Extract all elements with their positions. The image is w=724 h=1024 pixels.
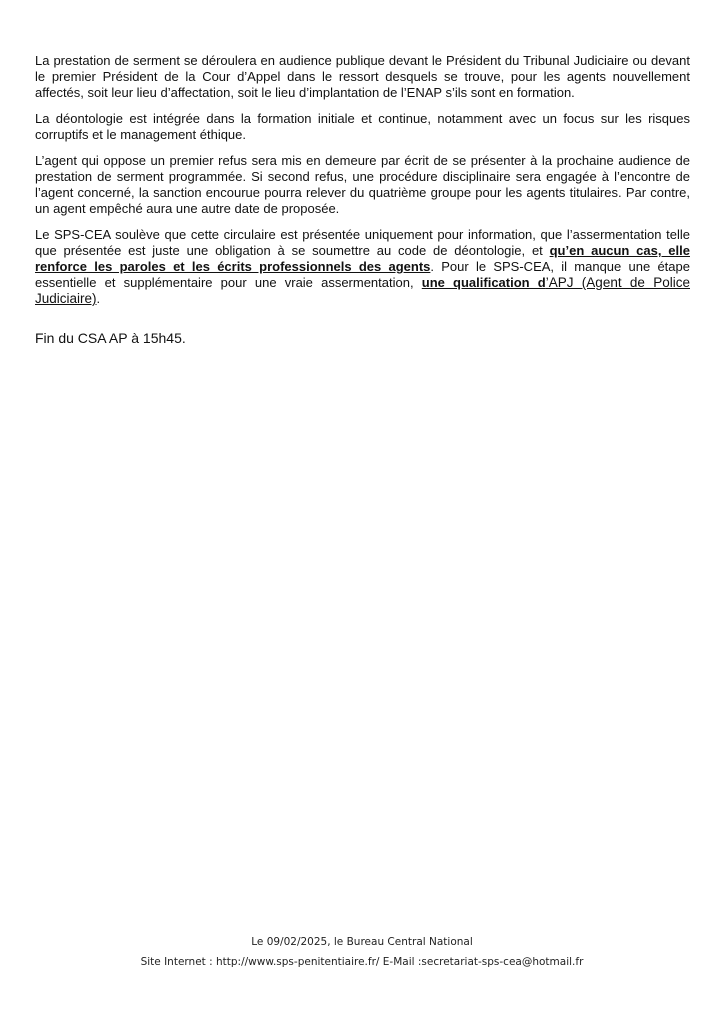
paragraph-sps-cea-text-2: . Pour le SPS-CEA, il manque une étape essentielle et supplémentaire pour une vraie assermentation, [35, 259, 690, 290]
closing-line: Fin du CSA AP à 15h45. [35, 330, 186, 346]
emphasis-paroles-ecrits: qu’en aucun cas, elle renforce les paroles et les écrits professionnels des agents [35, 243, 690, 274]
footer-signature: Le 09/02/2025, le Bureau Central National [251, 936, 473, 948]
paragraph-sps-cea-text-1: Le SPS-CEA soulève que cette circulaire est présentée uniquement pour information, que l’assermentation telle que présentée est juste une obligation à se soumettre au code de déontologie, et [35, 227, 690, 258]
emphasis-apj: ’APJ (Agent de Police Judiciaire) [35, 275, 690, 306]
paragraph-deontologie: La déontologie est intégrée dans la formation initiale et continue, notamment avec un focus sur les risques corruptifs et le management éthique. [35, 111, 690, 142]
document-body [35, 53, 690, 347]
paragraph-refus: L’agent qui oppose un premier refus sera mis en demeure par écrit de se présenter à la prochaine audience de prestation de serment programmée. Si second refus, une procédure disciplinaire sera engagée à l’encontre de l’agent concerné, la sanction encourue pourra relever du quatrième groupe pour les agents titulaires. Par contre, un agent empêché aura une autre date de proposée. [35, 153, 690, 216]
paragraph-sps-cea-text-3: . [96, 291, 101, 306]
paragraph-sps-cea-position [35, 227, 690, 307]
paragraph-prestation-serment: La prestation de serment se déroulera en audience publique devant le Président du Tribunal Judiciaire ou devant le premier Président de la Cour d’Appel dans le ressort desquels se trouve, pour les agents nouvellement affectés, soit leur lieu d’affectation, soit le lieu d’implantation de l’ENAP s’ils sont en formation. [35, 53, 690, 100]
emphasis-qualification: une qualification d [421, 275, 546, 290]
footer-contact: Site Internet : http://www.sps-penitentiaire.fr/ E-Mail :secretariat-sps-cea@hotmail.fr [140, 956, 584, 968]
